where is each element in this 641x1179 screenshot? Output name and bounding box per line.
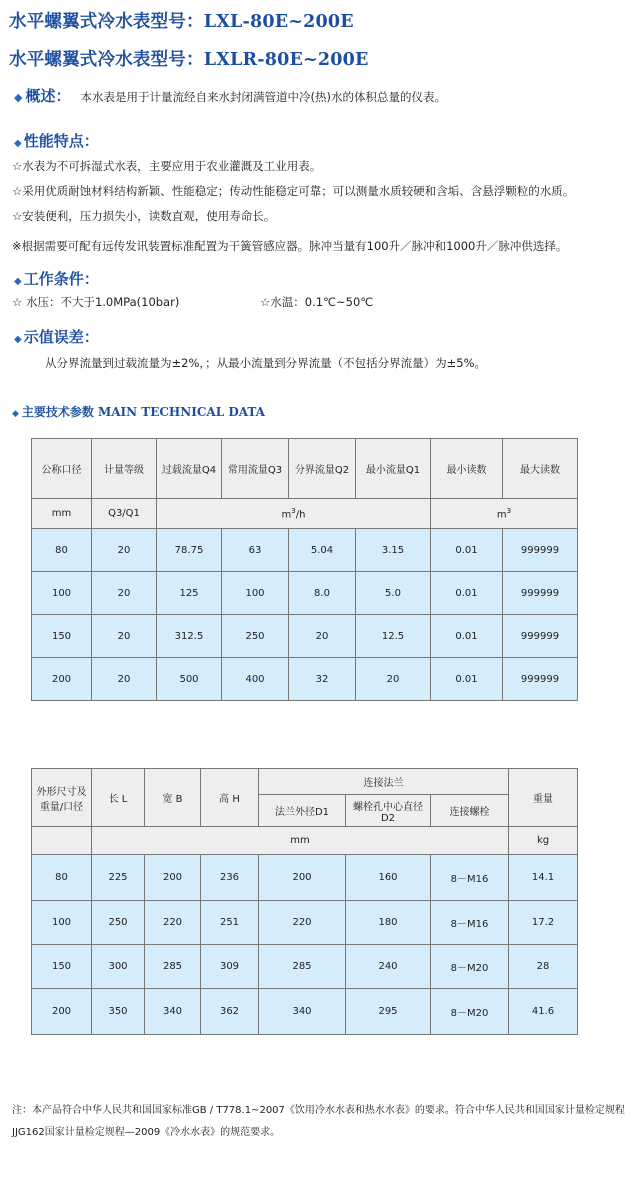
table-cell: 80 — [32, 529, 92, 572]
header-permanent-flow: 常用流量Q3 — [222, 439, 289, 499]
table-row — [32, 615, 578, 658]
header-flange-od: 法兰外径D1 — [259, 795, 346, 827]
table-cell: 200 — [32, 989, 92, 1035]
product-title-1: 水平螺翼式冷水表型号：LXL-80E~200E — [9, 12, 354, 32]
table-cell: 8－M20 — [431, 945, 509, 989]
table-cell: 150 — [32, 615, 92, 658]
table-cell: 8.0 — [289, 572, 356, 615]
table-cell: 236 — [201, 855, 259, 901]
conditions-heading: 工作条件： — [23, 270, 99, 288]
flow-spec-table — [31, 438, 578, 701]
table-cell: 20 — [356, 658, 431, 701]
table-cell: 32 — [289, 658, 356, 701]
header-transitional-flow: 分界流量Q2 — [289, 439, 356, 499]
table-cell: 180 — [346, 901, 431, 945]
table-cell: 150 — [32, 945, 92, 989]
table-cell: 14.1 — [509, 855, 578, 901]
unit-kg: kg — [509, 827, 578, 855]
table-row — [32, 658, 578, 701]
conditions-heading-row — [14, 268, 99, 289]
table-cell: 20 — [92, 658, 157, 701]
table-cell: 100 — [32, 901, 92, 945]
table-cell: 400 — [222, 658, 289, 701]
table-cell: 250 — [222, 615, 289, 658]
table-cell: 220 — [259, 901, 346, 945]
feature-item: ☆水表为不可拆湿式水表，主要应用于农业灌溉及工业用表。 — [12, 159, 322, 173]
technical-data-heading-en: MAIN TECHNICAL DATA — [97, 405, 265, 419]
table-cell: 300 — [92, 945, 145, 989]
table-row — [32, 901, 578, 945]
diamond-bullet-icon: ◆ — [12, 409, 19, 419]
technical-data-heading-zh: 主要技术参数 — [21, 405, 94, 419]
table-unit-row — [32, 827, 578, 855]
diamond-bullet-icon: ◆ — [14, 276, 22, 287]
table-header-row — [32, 769, 578, 795]
table-cell: 999999 — [503, 529, 578, 572]
unit-empty — [32, 827, 92, 855]
table-cell: 309 — [201, 945, 259, 989]
table-unit-row — [32, 499, 578, 529]
table-cell: 200 — [145, 855, 201, 901]
table-cell: 8－M16 — [431, 855, 509, 901]
unit-reading: $m^3$ — [431, 499, 578, 529]
header-minimum-flow: 最小流量Q1 — [356, 439, 431, 499]
table-cell: 100 — [222, 572, 289, 615]
features-heading: 性能特点： — [23, 132, 99, 150]
header-min-reading: 最小读数 — [431, 439, 503, 499]
error-heading: 示值误差： — [23, 328, 99, 346]
table-cell: 240 — [346, 945, 431, 989]
overview-heading: 概述： — [25, 87, 71, 105]
header-dimension-corner: 外形尺寸及 重量/口径 — [32, 769, 92, 827]
header-connecting-flange: 连接法兰 — [259, 769, 509, 795]
table-cell: 295 — [346, 989, 431, 1035]
feature-item: ☆采用优质耐蚀材料结构新颖、性能稳定；传动性能稳定可靠；可以测量水质较硬和含垢、含悬浮颗粒的水质。 — [12, 184, 575, 198]
header-nominal-diameter: 公称口径 — [32, 439, 92, 499]
features-heading-row — [14, 130, 99, 151]
temperature-spec: ☆水温：0.1℃~50℃ — [260, 295, 374, 309]
table-cell: 20 — [289, 615, 356, 658]
table-cell: 350 — [92, 989, 145, 1035]
header-max-reading: 最大读数 — [503, 439, 578, 499]
table-cell: 5.0 — [356, 572, 431, 615]
table-cell: 200 — [32, 658, 92, 701]
table-cell: 63 — [222, 529, 289, 572]
table-cell: 251 — [201, 901, 259, 945]
table-cell: 220 — [145, 901, 201, 945]
table-cell: 340 — [145, 989, 201, 1035]
table-row — [32, 945, 578, 989]
table-cell: 285 — [145, 945, 201, 989]
header-metering-class: 计量等级 — [92, 439, 157, 499]
table-cell: 200 — [259, 855, 346, 901]
table-cell: 0.01 — [431, 572, 503, 615]
standards-footnote: 注：本产品符合中华人民共和国国家标准GB / T778.1~2007《饮用冷水水表和热水水表》的要求。符合中华人民共和国国家计量检定规程JJG162国家计量检定规程—2009《冷水水表》的规范要求。 — [12, 1105, 625, 1138]
header-bolt-circle: 螺栓孔中心直径D2 — [346, 795, 431, 827]
table-row — [32, 855, 578, 901]
feature-note: ※根据需要可配有远传发讯装置标准配置为干簧管感应器。脉冲当量有100升／脉冲和1000升／脉冲供选择。 — [12, 239, 568, 253]
table-cell: 285 — [259, 945, 346, 989]
feature-item: ☆安装便利，压力损失小，读数直观，使用寿命长。 — [12, 209, 276, 223]
table-cell: 41.6 — [509, 989, 578, 1035]
table-cell: 0.01 — [431, 529, 503, 572]
table-cell: 125 — [157, 572, 222, 615]
table-cell: 8－M20 — [431, 989, 509, 1035]
technical-data-heading — [12, 403, 265, 420]
header-weight: 重量 — [509, 769, 578, 827]
table-header-row — [32, 439, 578, 499]
header-height: 高 H — [201, 769, 259, 827]
table-cell: 8－M16 — [431, 901, 509, 945]
table-cell: 500 — [157, 658, 222, 701]
error-text: 从分界流量到过载流量为±2%，；从最小流量到分界流量（不包括分界流量）为±5%。 — [45, 356, 487, 370]
table-cell: 225 — [92, 855, 145, 901]
unit-mm: mm — [32, 499, 92, 529]
table-cell: 20 — [92, 529, 157, 572]
table-cell: 80 — [32, 855, 92, 901]
table-cell: 78.75 — [157, 529, 222, 572]
table-cell: 0.01 — [431, 658, 503, 701]
header-bolts: 连接螺栓 — [431, 795, 509, 827]
table-cell: 999999 — [503, 658, 578, 701]
table-row — [32, 989, 578, 1035]
error-heading-row — [14, 326, 99, 347]
dimension-spec-table — [31, 768, 578, 1035]
table-cell: 0.01 — [431, 615, 503, 658]
unit-flow: $m^3/h$ — [157, 499, 431, 529]
diamond-bullet-icon: ◆ — [14, 91, 23, 104]
header-overload-flow: 过载流量Q4 — [157, 439, 222, 499]
overview-text: 本水表是用于计量流经自来水封闭满管道中冷(热)水的体积总量的仪表。 — [80, 90, 446, 104]
table-cell: 28 — [509, 945, 578, 989]
pressure-spec: ☆ 水压：不大于1.0MPa(10bar) — [12, 295, 180, 309]
diamond-bullet-icon: ◆ — [14, 334, 22, 345]
table-row — [32, 529, 578, 572]
table-cell: 250 — [92, 901, 145, 945]
unit-class: Q3/Q1 — [92, 499, 157, 529]
overview-section — [14, 85, 446, 106]
diamond-bullet-icon: ◆ — [14, 138, 22, 149]
header-length: 长 L — [92, 769, 145, 827]
table-cell: 999999 — [503, 572, 578, 615]
table-cell: 3.15 — [356, 529, 431, 572]
table-cell: 12.5 — [356, 615, 431, 658]
table-cell: 5.04 — [289, 529, 356, 572]
unit-mm: mm — [92, 827, 509, 855]
table-cell: 20 — [92, 615, 157, 658]
table-cell: 20 — [92, 572, 157, 615]
table-cell: 312.5 — [157, 615, 222, 658]
table-cell: 17.2 — [509, 901, 578, 945]
table-cell: 362 — [201, 989, 259, 1035]
table-cell: 160 — [346, 855, 431, 901]
table-cell: 100 — [32, 572, 92, 615]
header-width: 宽 B — [145, 769, 201, 827]
table-cell: 999999 — [503, 615, 578, 658]
product-title-2: 水平螺翼式冷水表型号：LXLR-80E~200E — [9, 50, 369, 70]
table-row — [32, 572, 578, 615]
table-cell: 340 — [259, 989, 346, 1035]
